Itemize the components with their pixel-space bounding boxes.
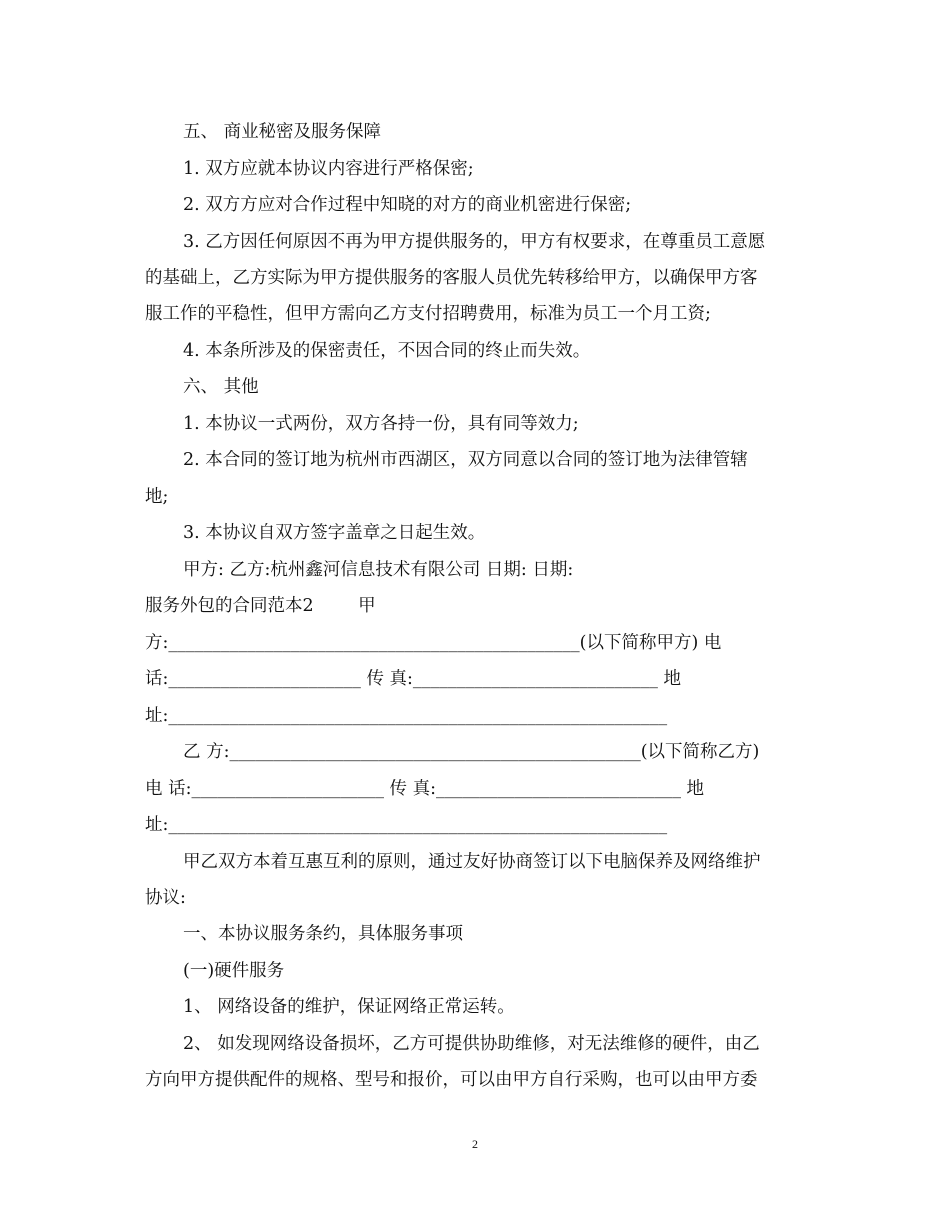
paragraph-line: 3. 乙方因任何原因不再为甲方提供服务的，甲方有权要求，在尊重员工意愿 [183, 232, 766, 252]
paragraph-line: 地; [145, 487, 169, 507]
signature-line: 甲方: 乙方:杭州鑫河信息技术有限公司 日期: 日期: [183, 560, 574, 580]
paragraph-line: 协议: [145, 888, 186, 908]
paragraph-line: 1. 本协议一式两份，双方各持一份，具有同等效力; [183, 414, 579, 434]
party-a-line: 方:_______________________________________________(以下简称甲方) 电 [145, 633, 722, 653]
paragraph-line: 方向甲方提供配件的规格、型号和报价，可以由甲方自行采购，也可以由甲方委 [145, 1070, 758, 1090]
party-b-line: 乙 方:_______________________________________________(以下简称乙方) [183, 742, 760, 762]
paragraph-line: 甲乙双方本着互惠互利的原则，通过友好协商签订以下电脑保养及网络维护 [183, 852, 761, 872]
contract-title: 服务外包的合同范本2 甲 [145, 596, 376, 616]
paragraph-line: 2. 双方方应对合作过程中知晓的对方的商业机密进行保密; [183, 195, 632, 215]
party-a-phone-fax-line: 话:______________________ 传 真:____________________________ 地 [145, 669, 681, 689]
section-one-heading: 一、本协议服务条约，具体服务事项 [183, 924, 463, 944]
party-b-phone-fax-line: 电 话:______________________ 传 真:____________________________ 地 [145, 779, 705, 799]
section-five-heading: 五、 商业秘密及服务保障 [183, 122, 382, 142]
party-b-address-line: 址:_________________________________________________________ [145, 815, 668, 835]
section-six-heading: 六、 其他 [183, 377, 259, 397]
paragraph-line: 3. 本协议自双方签字盖章之日起生效。 [183, 523, 486, 543]
paragraph-line: 2. 本合同的签订地为杭州市西湖区，双方同意以合同的签订地为法律管辖 [183, 450, 748, 470]
party-a-address-line: 址:_________________________________________________________ [145, 706, 668, 726]
paragraph-line: 1、 网络设备的维护，保证网络正常运转。 [183, 997, 515, 1017]
paragraph-line: 服工作的平稳性，但甲方需向乙方支付招聘费用，标准为员工一个月工资; [145, 304, 711, 324]
paragraph-line: 1. 双方应就本协议内容进行严格保密; [183, 159, 474, 179]
paragraph-line: 2、 如发现网络设备损坏，乙方可提供协助维修，对无法维修的硬件，由乙 [183, 1034, 760, 1054]
paragraph-line: 的基础上，乙方实际为甲方提供服务的客服人员优先转移给甲方，以确保甲方客 [145, 268, 758, 288]
page-number: 2 [472, 1137, 478, 1151]
subsection-heading: (一)硬件服务 [183, 961, 285, 981]
paragraph-line: 4. 本条所涉及的保密责任，不因合同的终止而失效。 [183, 341, 591, 361]
